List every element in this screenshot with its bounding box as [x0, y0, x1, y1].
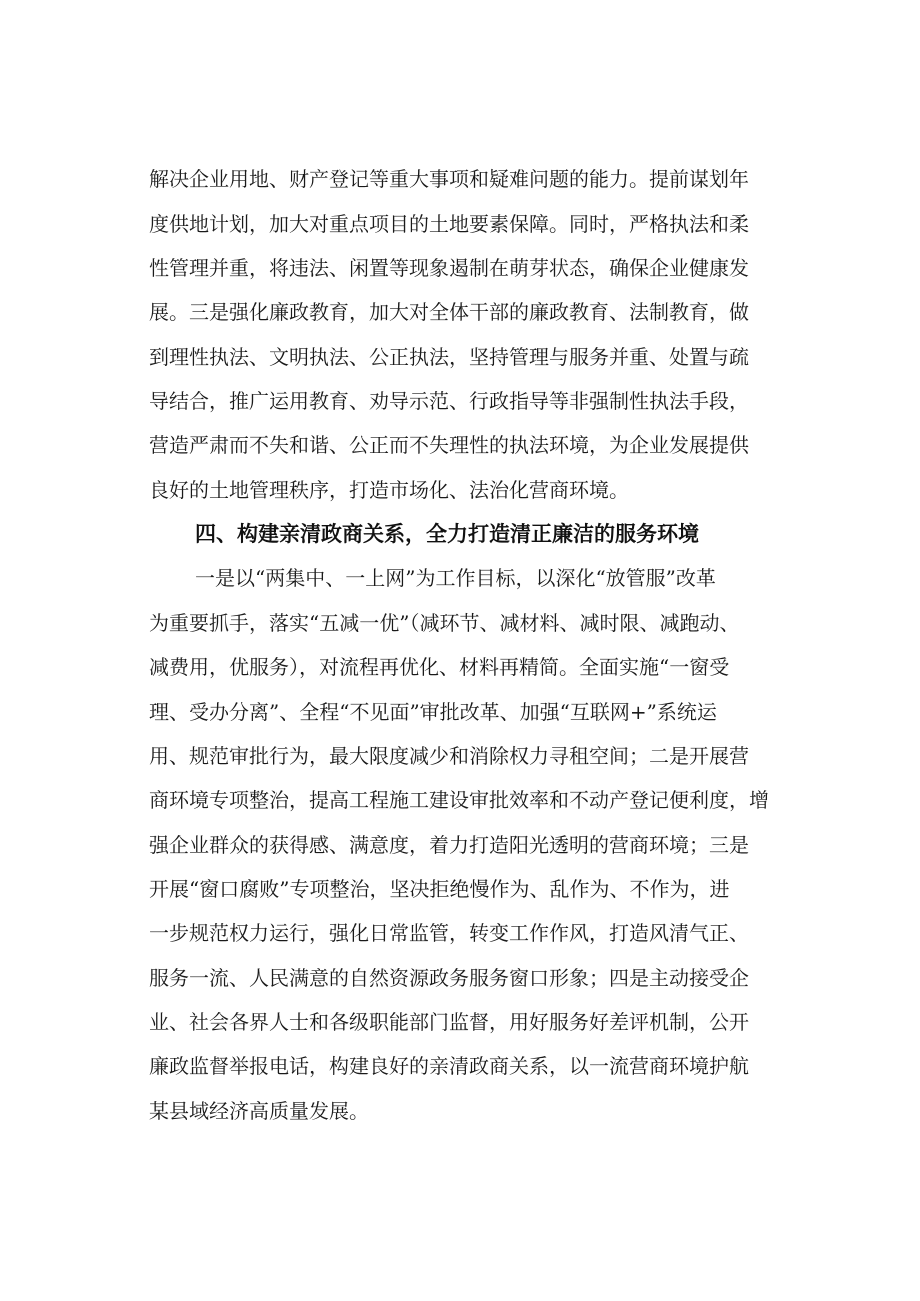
paragraph-2-line-8: 开展“窗口腐败”专项整治，坚决拒绝慢作为、乱作为、不作为，进	[149, 877, 730, 901]
paragraph-2-line-7: 强企业群众的获得感、满意度，着力打造阳光透明的营商环境；三是	[149, 833, 749, 857]
paragraph-2-line-11: 业、社会各界人士和各级职能部门监督，用好服务好差评机制，公开	[149, 1010, 749, 1034]
paragraph-1-line-5: 到理性执法、文明执法、公正执法，坚持管理与服务并重、处置与疏	[149, 345, 749, 369]
paragraph-2-line-10: 服务一流、人民满意的自然资源政务服务窗口形象；四是主动接受企	[149, 966, 749, 990]
paragraph-1-line-1: 解决企业用地、财产登记等重大事项和疑难问题的能力。提前谋划年	[149, 167, 749, 191]
paragraph-2-line-6: 商环境专项整治，提高工程施工建设审批效率和不动产登记便利度，增	[149, 788, 769, 812]
paragraph-2-line-2: 为重要抓手，落实“五减一优”（减环节、减材料、减时限、减跑动、	[149, 611, 740, 635]
paragraph-1-line-6: 导结合，推广运用教育、劝导示范、行政指导等非强制性执法手段，	[149, 389, 749, 413]
paragraph-2-line-4: 理、受办分离”、全程“不见面”审批改革、加强“互联网+”系统运	[149, 700, 717, 724]
paragraph-1-line-3: 性管理并重，将违法、闲置等现象遏制在萌芽状态，确保企业健康发	[149, 256, 749, 280]
paragraph-1-line-7: 营造严肃而不失和谐、公正而不失理性的执法环境，为企业发展提供	[149, 433, 749, 457]
paragraph-2-line-1: 一是以“两集中、一上网”为工作目标，以深化“放管服”改革	[195, 566, 716, 590]
paragraph-2-line-9: 一步规范权力运行，强化日常监管，转变工作作风，打造风清气正、	[149, 921, 749, 945]
paragraph-1-line-8: 良好的土地管理秩序，打造市场化、法治化营商环境。	[149, 478, 629, 502]
paragraph-2-line-12: 廉政监督举报电话，构建良好的亲清政商关系，以一流营商环境护航	[149, 1054, 749, 1078]
paragraph-2-line-13: 某县域经济高质量发展。	[149, 1099, 369, 1123]
paragraph-2-line-5: 用、规范审批行为，最大限度减少和消除权力寻租空间；二是开展营	[149, 744, 749, 768]
section-heading: 四、构建亲清政商关系，全力打造清正廉洁的服务环境	[195, 522, 699, 546]
paragraph-1-line-2: 度供地计划，加大对重点项目的土地要素保障。同时，严格执法和柔	[149, 212, 749, 236]
paragraph-2-line-3: 减费用，优服务），对流程再优化、材料再精简。全面实施“一窗受	[149, 655, 730, 679]
paragraph-1-line-4: 展。三是强化廉政教育，加大对全体干部的廉政教育、法制教育，做	[149, 300, 749, 324]
